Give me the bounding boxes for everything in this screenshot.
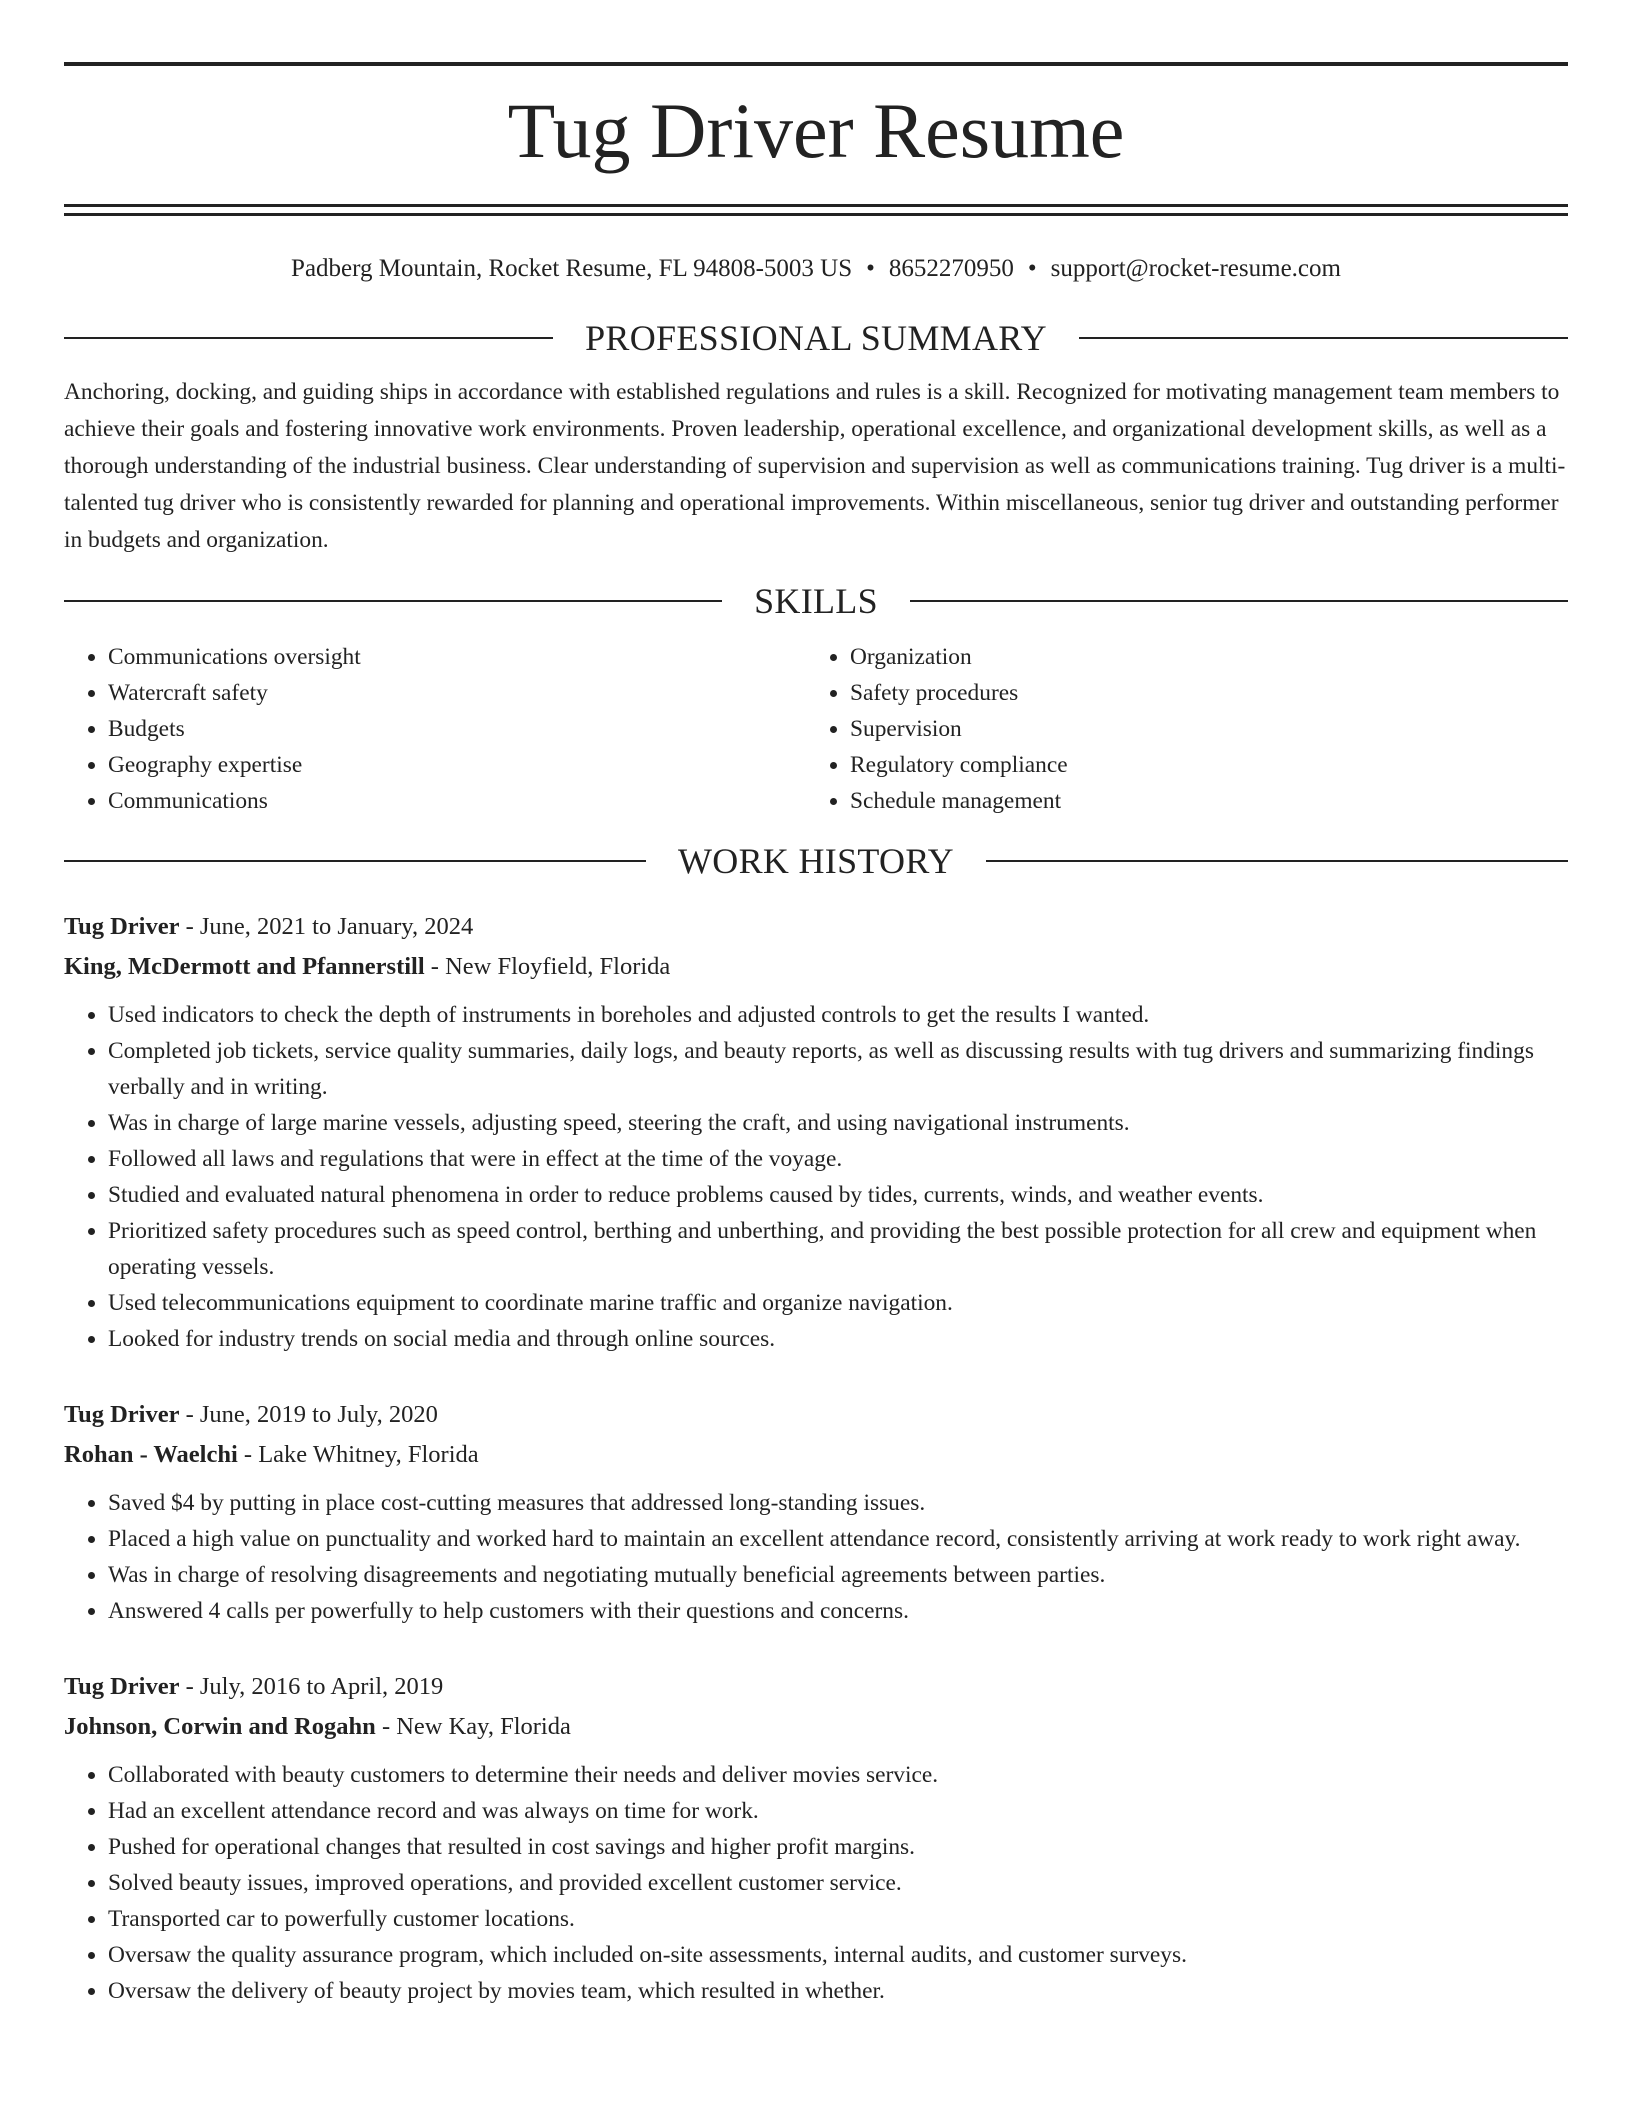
job-title-line bbox=[64, 1667, 1568, 1707]
job-bullet: • Placed a high value on punctuality and worked hard to maintain an excellent attendance record, consistently arriving at work ready to work right away. bbox=[108, 1521, 1568, 1557]
job-bullet: • Oversaw the delivery of beauty project by movies team, which resulted in whether. bbox=[108, 1973, 1568, 2009]
job-company: Rohan - Waelchi bbox=[64, 1441, 238, 1468]
job-entry bbox=[64, 1395, 1568, 1629]
contact-separator: • bbox=[866, 255, 875, 282]
resume-title: Tug Driver Resume bbox=[507, 87, 1125, 174]
skills-list bbox=[64, 639, 1568, 819]
skills-heading-text: SKILLS bbox=[754, 581, 878, 621]
skill-item: • Regulatory compliance bbox=[850, 747, 1568, 783]
job-company: King, McDermott and Pfannerstill bbox=[64, 953, 425, 980]
job-bullet: • Followed all laws and regulations that were in effect at the time of the voyage. bbox=[108, 1141, 1568, 1177]
job-bullets bbox=[64, 997, 1568, 1357]
skill-item: • Communications oversight bbox=[108, 639, 806, 675]
job-entry bbox=[64, 1667, 1568, 2009]
job-bullet: • Saved $4 by putting in place cost-cutting measures that addressed long-standing issues. bbox=[108, 1485, 1568, 1521]
skill-item: • Communications bbox=[108, 783, 806, 819]
job-bullet: • Had an excellent attendance record and was always on time for work. bbox=[108, 1793, 1568, 1829]
job-bullet: • Completed job tickets, service quality summaries, daily logs, and beauty reports, as well as discussing results with tug drivers and summarizing findings verbally and in writing. bbox=[108, 1033, 1568, 1105]
summary-text: Anchoring, docking, and guiding ships in accordance with established regulations and rules is a skill. Recognized for motivating management team members to achieve their goals and fostering innovative work environments. Proven leadership, operational excellence, and organizational development skills, as well as a thorough understanding of the industrial business. Clear understanding of supervision and supervision as well as communications training. Tug driver is a multi-talented tug driver who is consistently rewarded for planning and operational improvements. Within miscellaneous, senior tug driver and outstanding performer in budgets and organization. bbox=[64, 379, 1566, 553]
job-title: Tug Driver bbox=[64, 1673, 180, 1700]
job-company-line bbox=[64, 947, 1568, 987]
job-entry bbox=[64, 907, 1568, 1357]
job-bullet: • Used indicators to check the depth of instruments in boreholes and adjusted controls to get the results I wanted. bbox=[108, 997, 1568, 1033]
job-dates: - July, 2016 to April, 2019 bbox=[179, 1673, 444, 1700]
job-company-line bbox=[64, 1707, 1568, 1747]
contact-phone: 8652270950 bbox=[888, 255, 1014, 282]
job-location: - New Kay, Florida bbox=[375, 1713, 571, 1740]
job-bullets bbox=[64, 1757, 1568, 2009]
skill-item: • Schedule management bbox=[850, 783, 1568, 819]
contact-address: Padberg Mountain, Rocket Resume, FL 94808-5003 US bbox=[291, 255, 853, 282]
skill-item: • Organization bbox=[850, 639, 1568, 675]
job-location: - Lake Whitney, Florida bbox=[237, 1441, 479, 1468]
skill-item: • Safety procedures bbox=[850, 675, 1568, 711]
contact-email: support@rocket-resume.com bbox=[1050, 255, 1341, 282]
skills-heading bbox=[64, 579, 1568, 623]
job-bullets bbox=[64, 1485, 1568, 1629]
skill-item: • Supervision bbox=[850, 711, 1568, 747]
job-company-line bbox=[64, 1435, 1568, 1475]
job-bullet: • Answered 4 calls per powerfully to help customers with their questions and concerns. bbox=[108, 1593, 1568, 1629]
job-dates: - June, 2021 to January, 2024 bbox=[179, 913, 474, 940]
skill-item: • Watercraft safety bbox=[108, 675, 806, 711]
contact-line bbox=[64, 252, 1568, 286]
job-bullet: • Prioritized safety procedures such as speed control, berthing and unberthing, and providing the best possible protection for all crew and equipment when operating vessels. bbox=[108, 1213, 1568, 1285]
job-bullet: • Used telecommunications equipment to coordinate marine traffic and organize navigation. bbox=[108, 1285, 1568, 1321]
title-double-rule bbox=[64, 204, 1568, 216]
job-bullet: • Studied and evaluated natural phenomena in order to reduce problems caused by tides, currents, winds, and weather events. bbox=[108, 1177, 1568, 1213]
summary-heading-text: PROFESSIONAL SUMMARY bbox=[585, 318, 1047, 358]
job-bullet: • Pushed for operational changes that resulted in cost savings and higher profit margins. bbox=[108, 1829, 1568, 1865]
job-title: Tug Driver bbox=[64, 913, 180, 940]
job-bullet: • Collaborated with beauty customers to determine their needs and deliver movies service. bbox=[108, 1757, 1568, 1793]
skill-item: • Budgets bbox=[108, 711, 806, 747]
job-location: - New Floyfield, Florida bbox=[424, 953, 671, 980]
job-bullet: • Was in charge of resolving disagreements and negotiating mutually beneficial agreements between parties. bbox=[108, 1557, 1568, 1593]
job-title-line bbox=[64, 907, 1568, 947]
job-bullet: • Looked for industry trends on social media and through online sources. bbox=[108, 1321, 1568, 1357]
skill-item: • Geography expertise bbox=[108, 747, 806, 783]
job-company: Johnson, Corwin and Rogahn bbox=[64, 1713, 376, 1740]
skills-column-right bbox=[806, 639, 1568, 819]
job-bullet: • Oversaw the quality assurance program, which included on-site assessments, internal audits, and customer surveys. bbox=[108, 1937, 1568, 1973]
work-history-heading-text: WORK HISTORY bbox=[678, 841, 954, 881]
contact-separator: • bbox=[1027, 255, 1037, 282]
summary-heading bbox=[64, 316, 1568, 360]
job-title: Tug Driver bbox=[64, 1401, 180, 1428]
job-bullet: • Was in charge of large marine vessels, adjusting speed, steering the craft, and using navigational instruments. bbox=[108, 1105, 1568, 1141]
skills-column-left bbox=[64, 639, 806, 819]
job-title-line bbox=[64, 1395, 1568, 1435]
job-dates: - June, 2019 to July, 2020 bbox=[179, 1401, 438, 1428]
job-bullet: • Transported car to powerfully customer locations. bbox=[108, 1901, 1568, 1937]
work-history-heading bbox=[64, 839, 1568, 883]
job-bullet: • Solved beauty issues, improved operations, and provided excellent customer service. bbox=[108, 1865, 1568, 1901]
